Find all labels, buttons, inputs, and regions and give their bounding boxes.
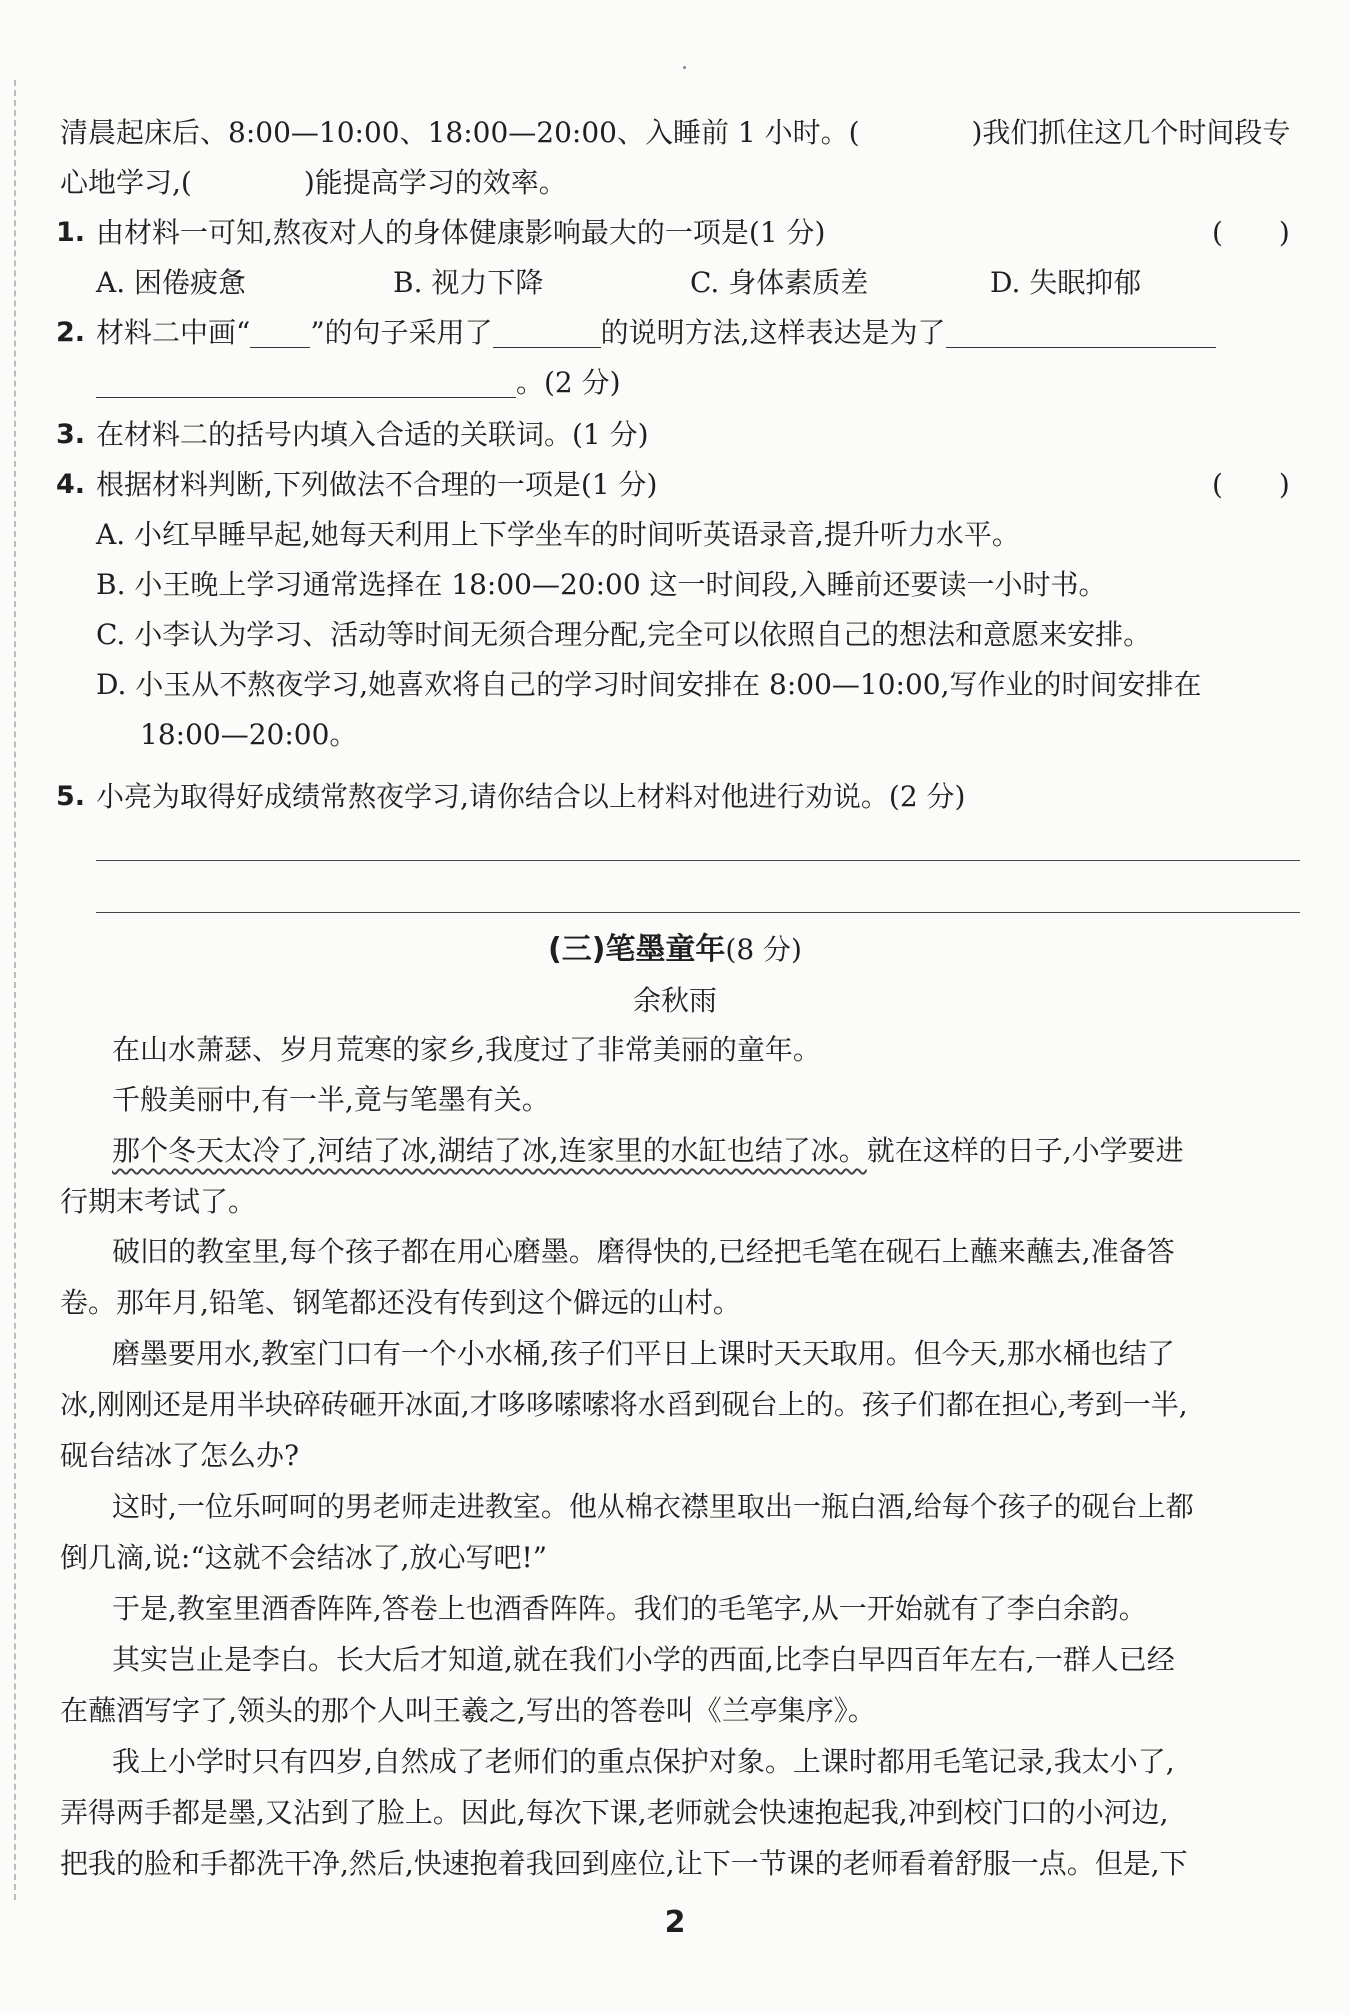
option-a[interactable]: A. 困倦疲惫 <box>96 266 247 299</box>
question-number: 1. <box>56 217 86 248</box>
blank[interactable] <box>946 319 1216 348</box>
option-c[interactable]: C. 小李认为学习、活动等时间无须合理分配,完全可以依照自己的想法和意愿来安排。 <box>96 618 1152 651</box>
answer-parentheses[interactable]: ( ) <box>1212 468 1290 501</box>
question-text-part: 。(2 分) <box>516 366 621 399</box>
paragraph-cont: 在蘸酒写字了,领头的那个人叫王羲之,写出的答卷叫《兰亭集序》。 <box>60 1694 876 1727</box>
section-points: (8 分) <box>725 933 802 966</box>
question-text <box>96 313 1216 353</box>
paragraph: 我上小学时只有四岁,自然成了老师们的重点保护对象。上课时都用毛笔记录,我太小了, <box>112 1745 1175 1778</box>
wavy-underlined-sentence: 那个冬天太冷了,河结了冰,湖结了冰,连家里的水缸也结了冰。 <box>112 1134 867 1167</box>
question-text-part: ”的句子采用了 <box>310 316 493 349</box>
paragraph: 其实岂止是李白。长大后才知道,就在我们小学的西面,比李白早四百年左右,一群人已经 <box>112 1643 1175 1676</box>
paragraph-cont: 卷。那年月,铅笔、钢笔都还没有传到这个僻远的山村。 <box>60 1286 741 1319</box>
paragraph <box>112 1131 1300 1171</box>
question-text: 由材料一可知,熬夜对人的身体健康影响最大的一项是(1 分) <box>96 216 826 249</box>
paragraph-cont: 行期末考试了。 <box>60 1185 257 1218</box>
paragraph-cont: 砚台结冰了怎么办? <box>60 1439 300 1472</box>
question-text-cont <box>96 363 621 403</box>
option-a[interactable]: A. 小红早睡早起,她每天利用上下学坐车的时间听英语录音,提升听力水平。 <box>96 518 1020 551</box>
paragraph: 磨墨要用水,教室门口有一个小水桶,孩子们平日上课时天天取用。但今天,那水桶也结了 <box>112 1337 1175 1370</box>
option-d[interactable]: D. 失眠抑郁 <box>990 266 1142 299</box>
option-c[interactable]: C. 身体素质差 <box>690 266 869 299</box>
question-text: 在材料二的括号内填入合适的关联词。(1 分) <box>96 418 649 451</box>
material-line: 心地学习,( )能提高学习的效率。 <box>60 166 567 199</box>
question-number: 5. <box>56 781 86 812</box>
question-text-part: 材料二中画“ <box>96 316 251 349</box>
answer-line[interactable] <box>96 912 1300 913</box>
question-text: 小亮为取得好成绩常熬夜学习,请你结合以上材料对他进行劝说。(2 分) <box>96 780 966 813</box>
question-number: 4. <box>56 469 86 500</box>
option-d[interactable]: D. 小玉从不熬夜学习,她喜欢将自己的学习时间安排在 8:00—10:00,写作业的时间安排在 <box>96 668 1202 701</box>
paragraph-cont: 倒几滴,说:“这就不会结冰了,放心写吧!” <box>60 1541 548 1574</box>
option-d-cont: 18:00—20:00。 <box>140 718 358 751</box>
question-text: 根据材料判断,下列做法不合理的一项是(1 分) <box>96 468 658 501</box>
question-number: 3. <box>56 419 86 450</box>
paragraph-text: 就在这样的日子,小学要进 <box>866 1134 1184 1167</box>
option-b[interactable]: B. 小王晚上学习通常选择在 18:00—20:00 这一时间段,入睡前还要读一小时书。 <box>96 568 1107 601</box>
section-title-text: (三)笔墨童年 <box>548 932 726 967</box>
paragraph-cont: 把我的脸和手都洗干净,然后,快速抱着我回到座位,让下一节课的老师看着舒服一点。但是,下 <box>60 1847 1188 1880</box>
paragraph: 在山水萧瑟、岁月荒寒的家乡,我度过了非常美丽的童年。 <box>112 1033 821 1066</box>
author: 余秋雨 <box>632 984 717 1017</box>
paragraph: 这时,一位乐呵呵的男老师走进教室。他从棉衣襟里取出一瓶白酒,给每个孩子的砚台上都 <box>112 1490 1194 1523</box>
paragraph-cont: 弄得两手都是墨,又沾到了脸上。因此,每次下课,老师就会快速抱起我,冲到校门口的小河边, <box>60 1796 1169 1829</box>
question-text-part: 的说明方法,这样表达是为了 <box>600 316 946 349</box>
answer-line[interactable] <box>96 860 1300 861</box>
material-line: 清晨起床后、8:00—10:00、18:00—20:00、入睡前 1 小时。( )我们抓住这几个时间段专 <box>60 116 1291 149</box>
paragraph-cont: 冰,刚刚还是用半块碎砖砸开冰面,才哆哆嗦嗦将水舀到砚台上的。孩子们都在担心,考到一半, <box>60 1388 1188 1421</box>
blank[interactable] <box>96 369 516 398</box>
section-title <box>0 930 1350 970</box>
page-number: 2 <box>664 1905 686 1940</box>
answer-parentheses[interactable]: ( ) <box>1212 216 1290 249</box>
paragraph: 千般美丽中,有一半,竟与笔墨有关。 <box>112 1083 550 1116</box>
paragraph: 于是,教室里酒香阵阵,答卷上也酒香阵阵。我们的毛笔字,从一开始就有了李白余韵。 <box>112 1592 1147 1625</box>
blank[interactable] <box>493 319 601 348</box>
blank[interactable] <box>250 319 310 348</box>
option-b[interactable]: B. 视力下降 <box>393 266 544 299</box>
paragraph: 破旧的教室里,每个孩子都在用心磨墨。磨得快的,已经把毛笔在砚石上蘸来蘸去,准备答 <box>112 1235 1175 1268</box>
question-number: 2. <box>56 317 86 348</box>
